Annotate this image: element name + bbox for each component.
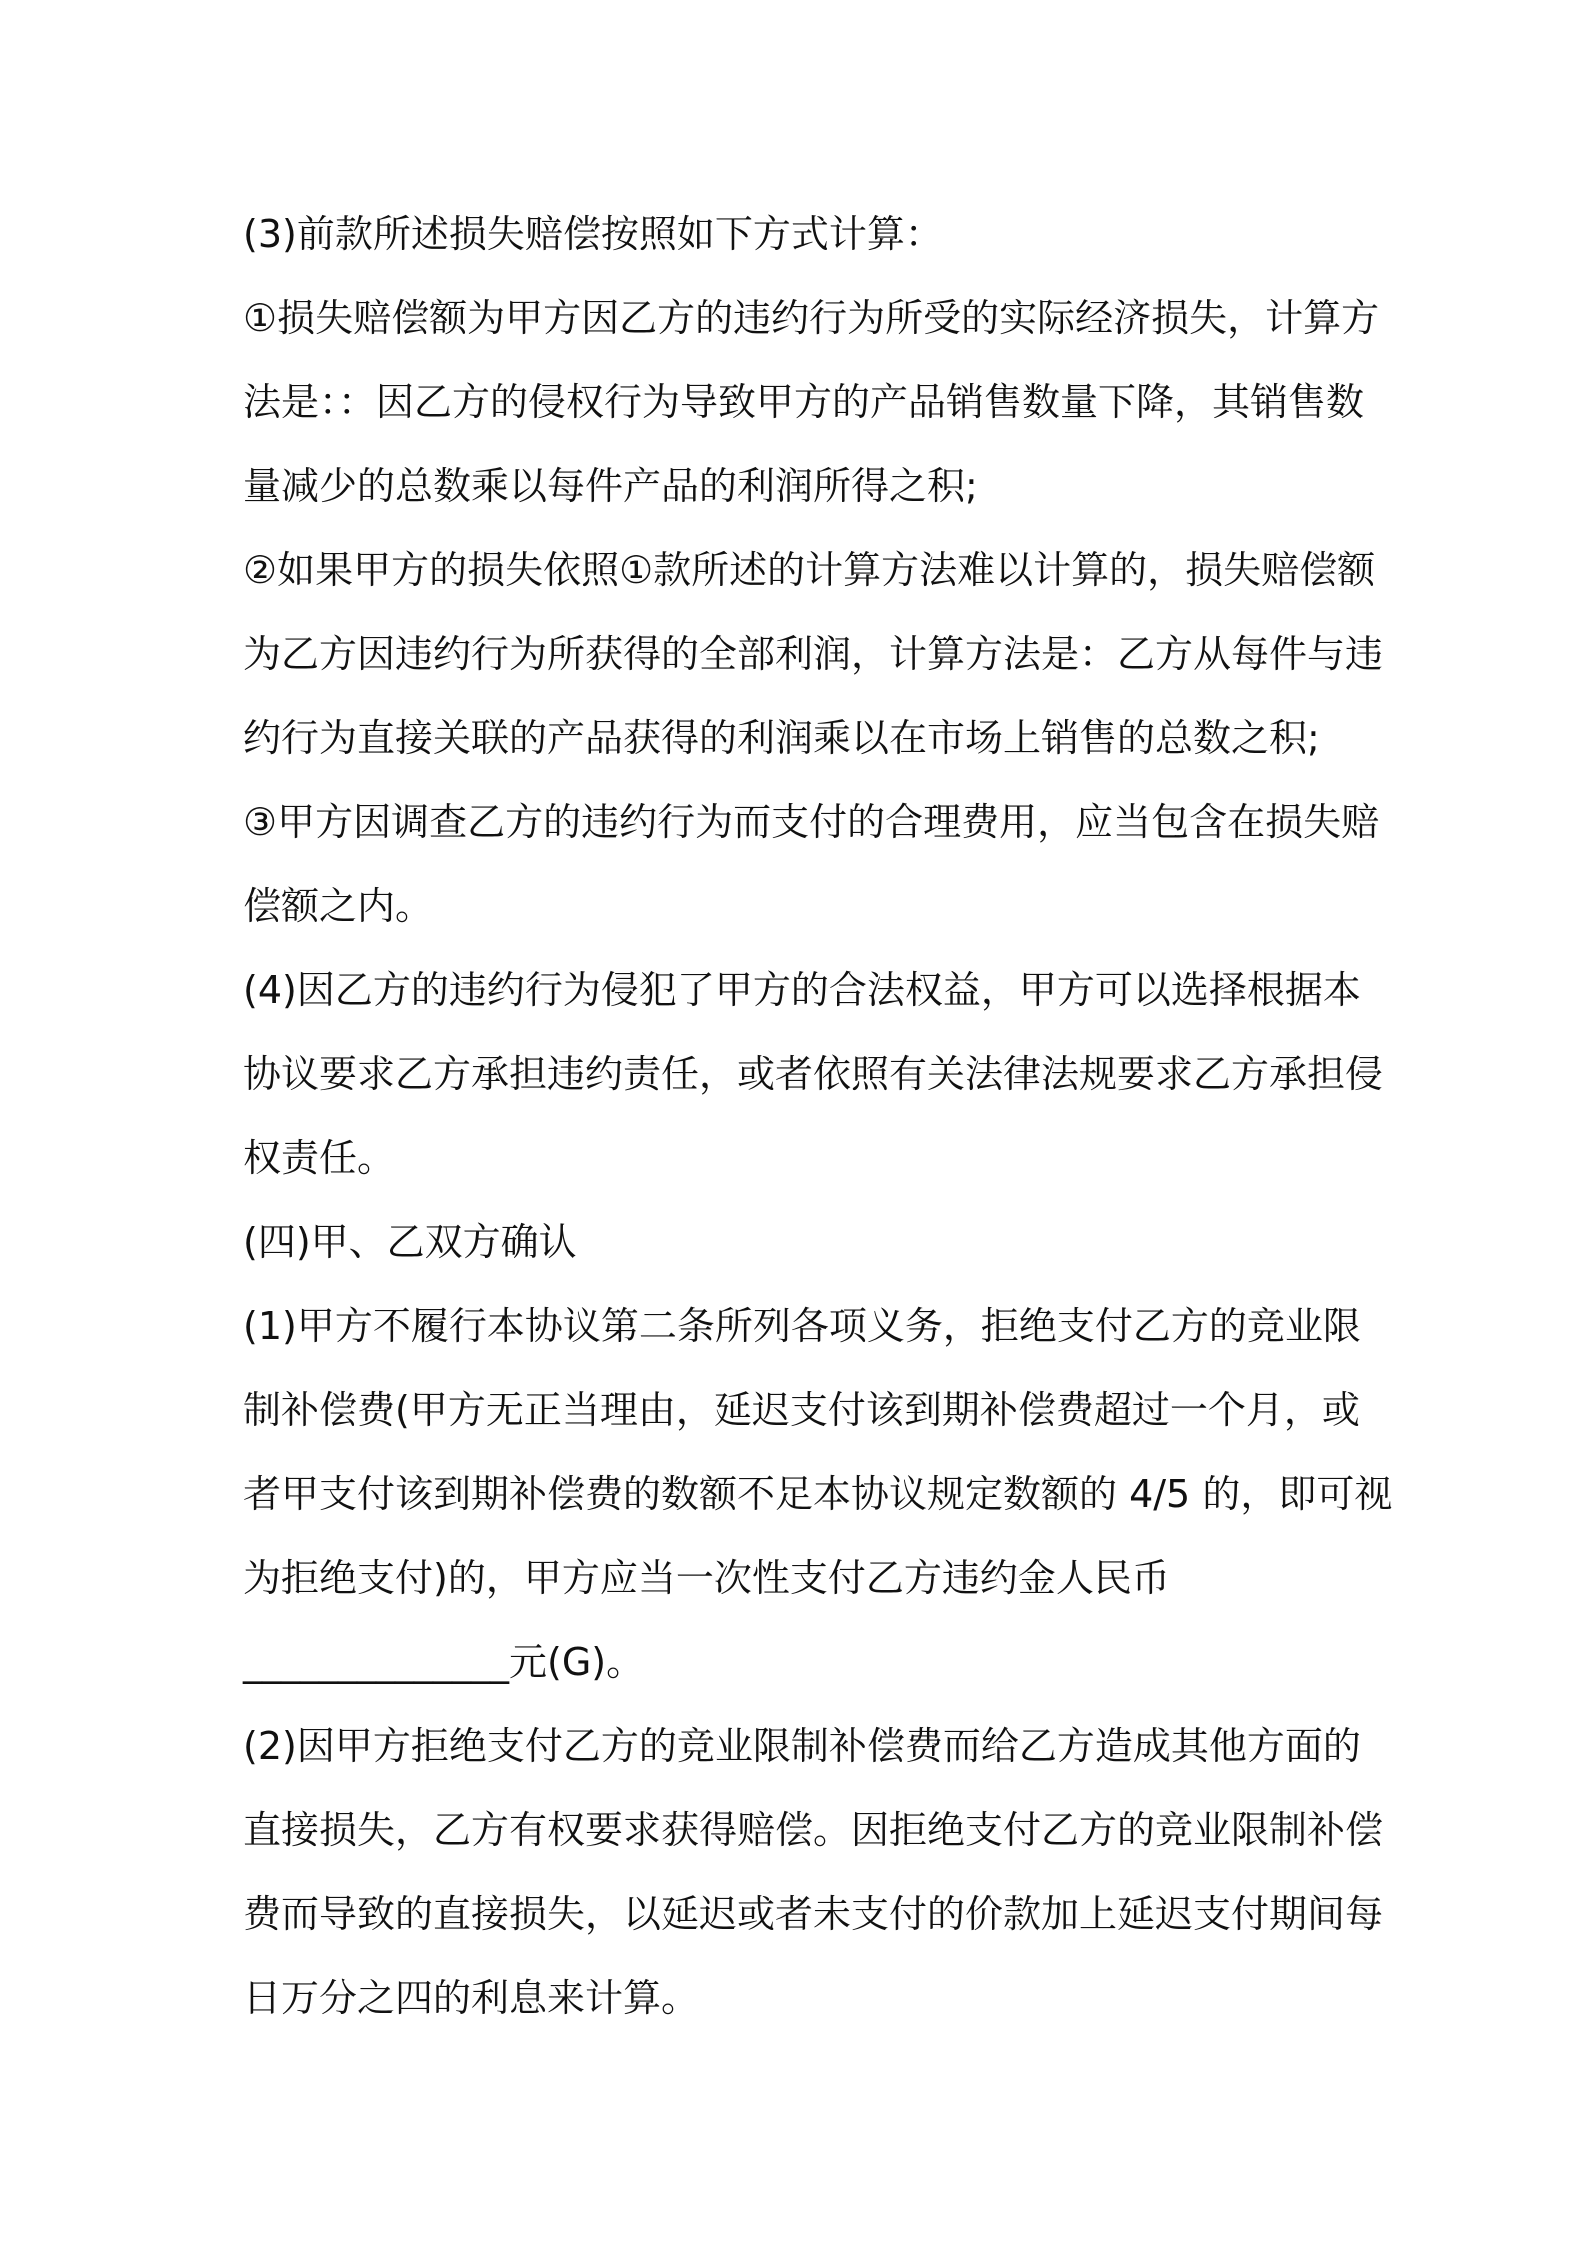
text-line: 偿额之内。 xyxy=(243,884,434,928)
text-line: 约行为直接关联的产品获得的利润乘以在市场上销售的总数之积; xyxy=(243,716,1320,760)
text-line: 制补偿费(甲方无正当理由，延迟支付该到期补偿费超过一个月，或 xyxy=(243,1388,1360,1432)
text-line: 权责任。 xyxy=(243,1136,396,1180)
text-line: 量减少的总数乘以每件产品的利润所得之积; xyxy=(243,464,978,508)
text-line: (4)因乙方的违约行为侵犯了甲方的合法权益，甲方可以选择根据本 xyxy=(243,968,1361,1012)
text-line: 费而导致的直接损失，以延迟或者未支付的价款加上延迟支付期间每 xyxy=(243,1892,1384,1936)
text-line: (1)甲方不履行本协议第二条所列各项义务，拒绝支付乙方的竞业限 xyxy=(243,1304,1361,1348)
amount-blank-line: ______________元(G)。 xyxy=(243,1640,645,1684)
text-line: 者甲支付该到期补偿费的数额不足本协议规定数额的 4/5 的，即可视 xyxy=(243,1472,1393,1516)
text-line: ②如果甲方的损失依照①款所述的计算方法难以计算的，损失赔偿额 xyxy=(243,548,1376,592)
text-line: 为乙方因违约行为所获得的全部利润，计算方法是：乙方从每件与违 xyxy=(243,632,1384,676)
section-heading: (四)甲、乙双方确认 xyxy=(243,1220,577,1264)
text-line: 协议要求乙方承担违约责任，或者依照有关法律法规要求乙方承担侵 xyxy=(243,1052,1384,1096)
text-line: 法是：：因乙方的侵权行为导致甲方的产品销售数量下降，其销售数 xyxy=(243,380,1365,424)
text-line: 日万分之四的利息来计算。 xyxy=(243,1976,700,2020)
document-body xyxy=(243,192,1393,2040)
text-line: 直接损失，乙方有权要求获得赔偿。因拒绝支付乙方的竞业限制补偿 xyxy=(243,1808,1384,1852)
text-line: 为拒绝支付)的，甲方应当一次性支付乙方违约金人民币 xyxy=(243,1556,1170,1600)
text-line: (2)因甲方拒绝支付乙方的竞业限制补偿费而给乙方造成其他方面的 xyxy=(243,1724,1361,1768)
text-line: ③甲方因调查乙方的违约行为而支付的合理费用，应当包含在损失赔 xyxy=(243,800,1380,844)
text-line: ①损失赔偿额为甲方因乙方的违约行为所受的实际经济损失，计算方 xyxy=(243,296,1380,340)
text-line: (3)前款所述损失赔偿按照如下方式计算： xyxy=(243,212,943,256)
